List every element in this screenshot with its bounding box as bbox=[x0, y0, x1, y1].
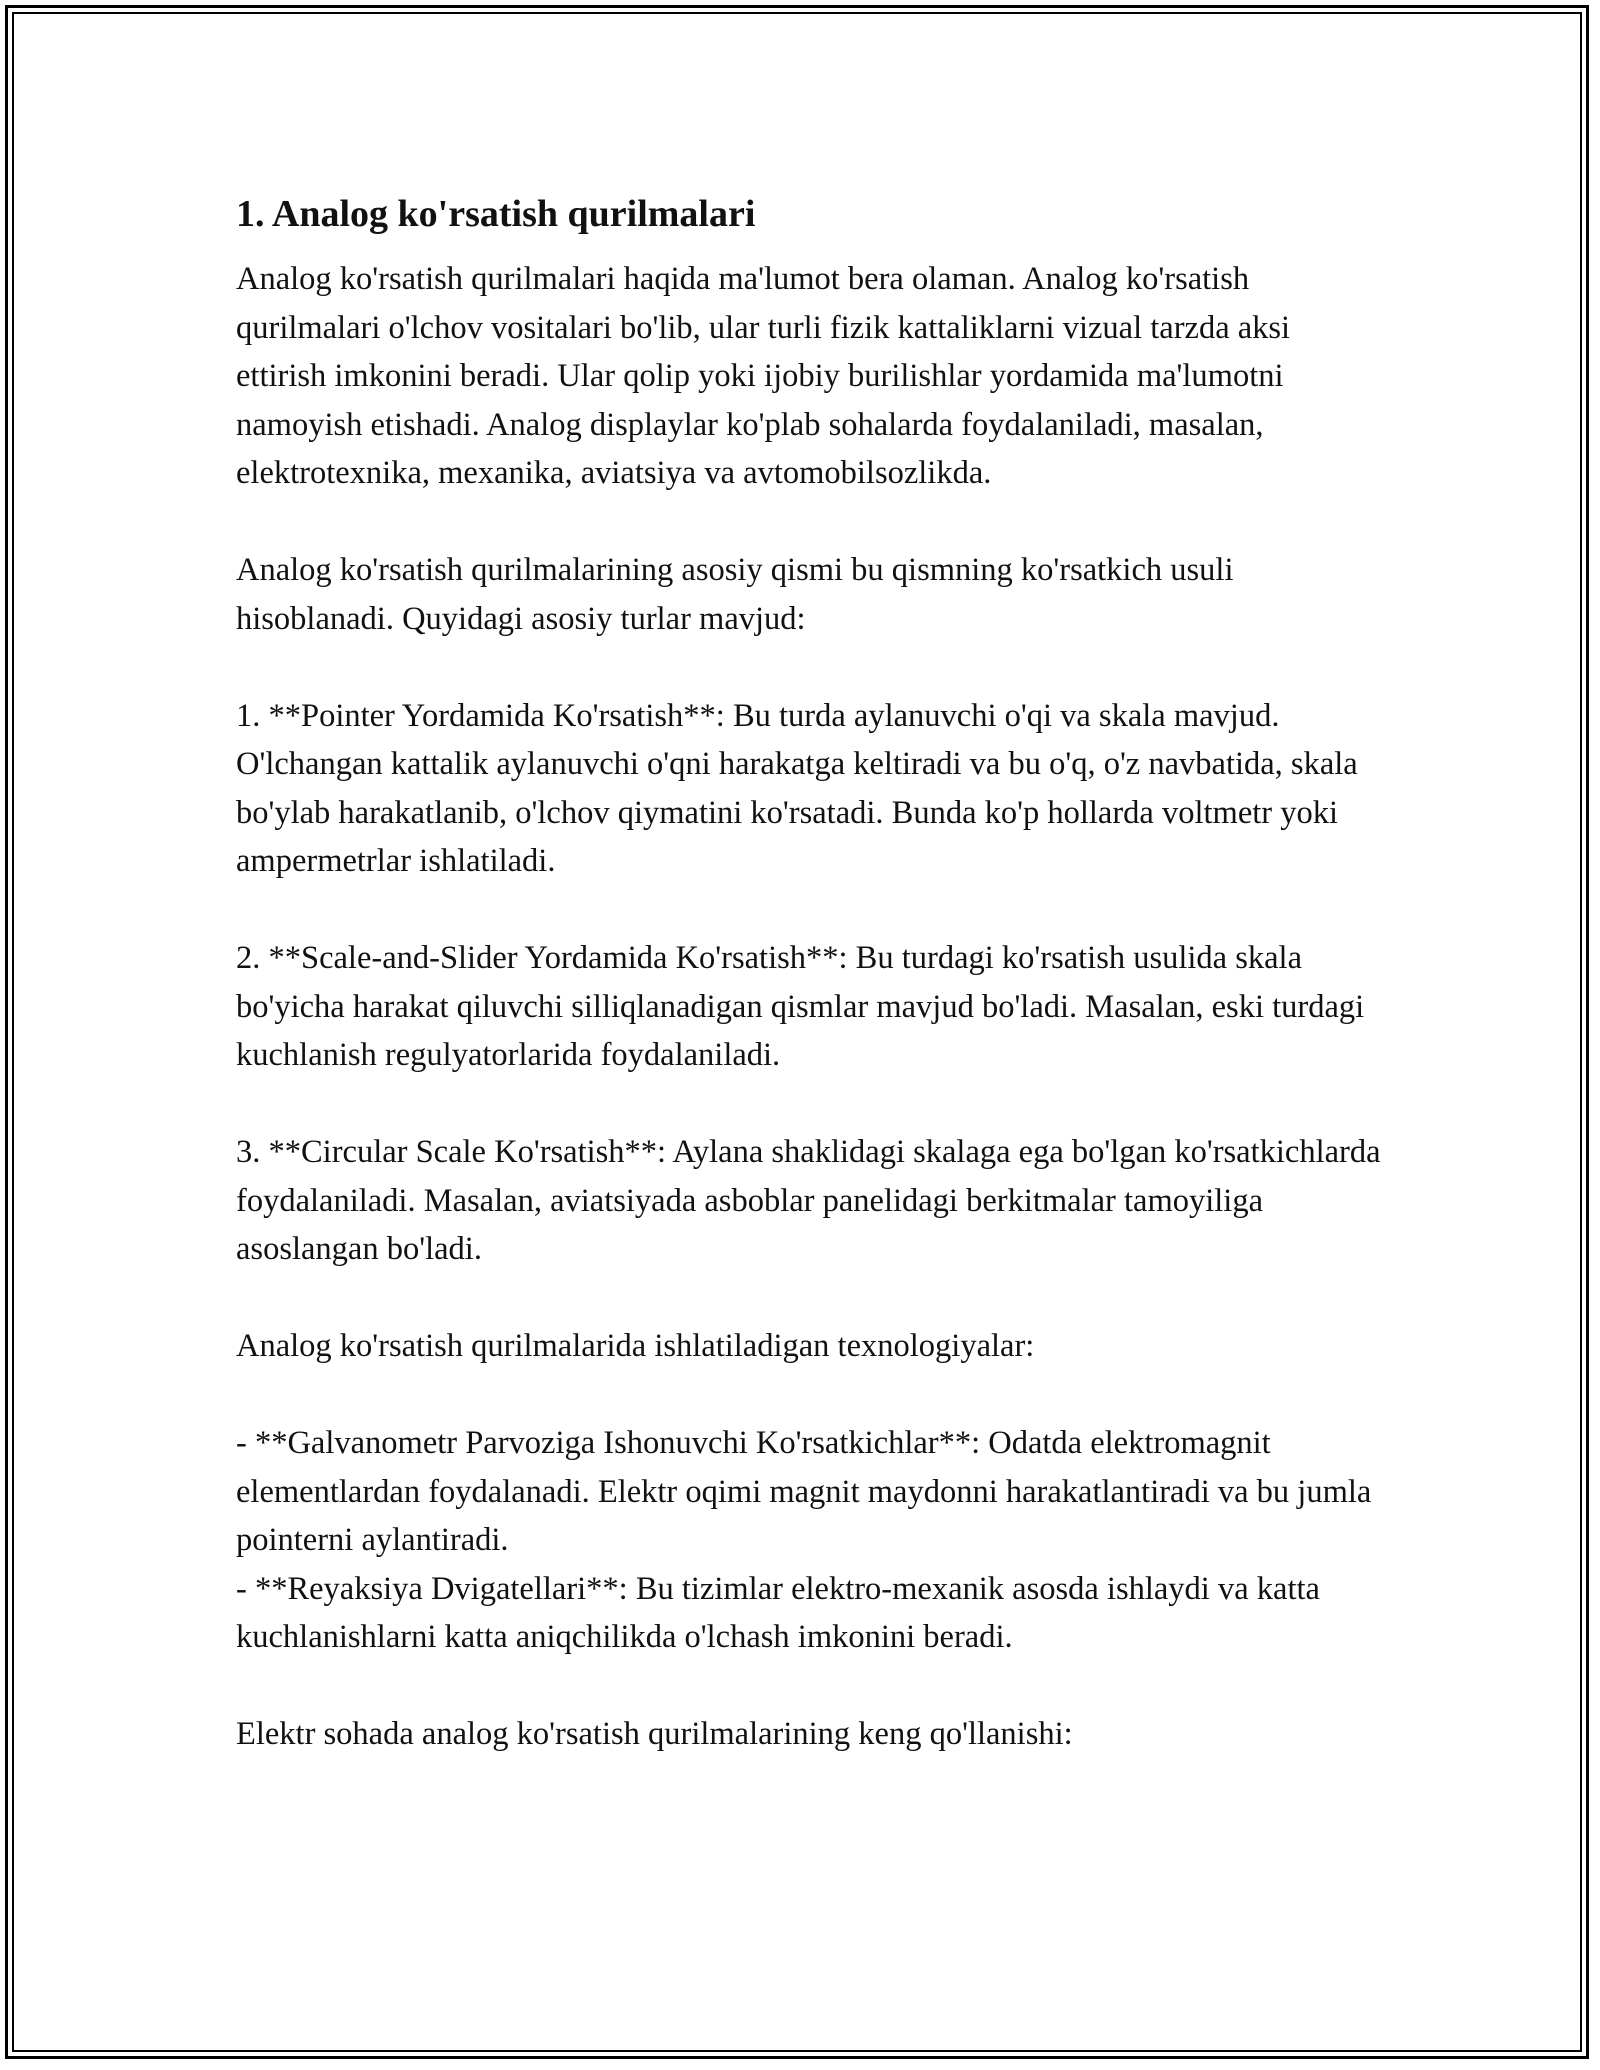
intro-paragraph: Analog ko'rsatish qurilmalari haqida ma'lumot bera olaman. Analog ko'rsatish qurilmalari o'lchov vositalari bo'lib, ular turli fizik kattaliklarni vizual tarzda aksi ettirish imkonini beradi. Ular qolip yoki ijobiy burilishlar yordamida ma'lumotni namoyish etishadi. Analog displaylar ko'plab sohalarda foydalaniladi, masalan, elektrotexnika, mexanika, aviatsiya va avtomobilsozlikda. bbox=[236, 261, 1299, 491]
types-intro-paragraph: Analog ko'rsatish qurilmalarining asosiy qismi bu qismning ko'rsatkich usuli hisoblanadi. Quyidagi asosiy turlar mavjud: bbox=[236, 552, 1242, 637]
paragraph-spacer bbox=[236, 886, 1386, 935]
paragraph-spacer bbox=[236, 1371, 1386, 1420]
paragraph-spacer bbox=[236, 1274, 1386, 1323]
section-heading: 1. Analog ko'rsatish qurilmalari bbox=[236, 193, 756, 235]
closing-paragraph: Elektr sohada analog ko'rsatish qurilmalarining keng qo'llanishi: bbox=[236, 1716, 1073, 1752]
list-item: - **Reyaksiya Dvigatellari**: Bu tizimlar elektro-mexanik asosda ishlaydi va katta kuchlanishlarni katta aniqchilikda o'lchash imkonini beradi. bbox=[236, 1570, 1329, 1655]
technologies-intro-paragraph: Analog ko'rsatish qurilmalarida ishlatiladigan texnologiyalar: bbox=[236, 1328, 1035, 1364]
document-body bbox=[236, 186, 1389, 1759]
type-circular-scale-paragraph: 3. **Circular Scale Ko'rsatish**: Aylana shaklidagi skalaga ega bo'lgan ko'rsatkichlarda foydalaniladi. Masalan, aviatsiyada asboblar panelidagi berkitmalar tamoyiliga asoslangan bo'ladi. bbox=[236, 1134, 1389, 1267]
paragraph-spacer bbox=[236, 643, 1386, 692]
paragraph-spacer bbox=[236, 498, 1386, 547]
list-item: - **Galvanometr Parvoziga Ishonuvchi Ko'rsatkichlar**: Odatda elektromagnit elementlardan foydalanadi. Elektr oqimi magnit maydonni harakatlantiradi va bu jumla pointerni aylantiradi. bbox=[236, 1425, 1380, 1558]
type-scale-slider-paragraph: 2. **Scale-and-Slider Yordamida Ko'rsatish**: Bu turdagi ko'rsatish usulida skala bo'yicha harakat qiluvchi silliqlanadigan qismlar mavjud bo'ladi. Masalan, eski turdagi kuchlanish regulyatorlarida foydalaniladi. bbox=[236, 940, 1373, 1073]
paragraph-spacer bbox=[236, 1662, 1386, 1711]
paragraph-spacer bbox=[236, 1080, 1386, 1129]
type-pointer-paragraph: 1. **Pointer Yordamida Ko'rsatish**: Bu turda aylanuvchi o'qi va skala mavjud. O'lchangan kattalik aylanuvchi o'qni harakatga keltiradi va bu o'q, o'z navbatida, skala bo'ylab harakatlanib, o'lchov qiymatini ko'rsatadi. Bunda ko'p hollarda voltmetr yoki ampermetrlar ishlatiladi. bbox=[236, 697, 1366, 879]
